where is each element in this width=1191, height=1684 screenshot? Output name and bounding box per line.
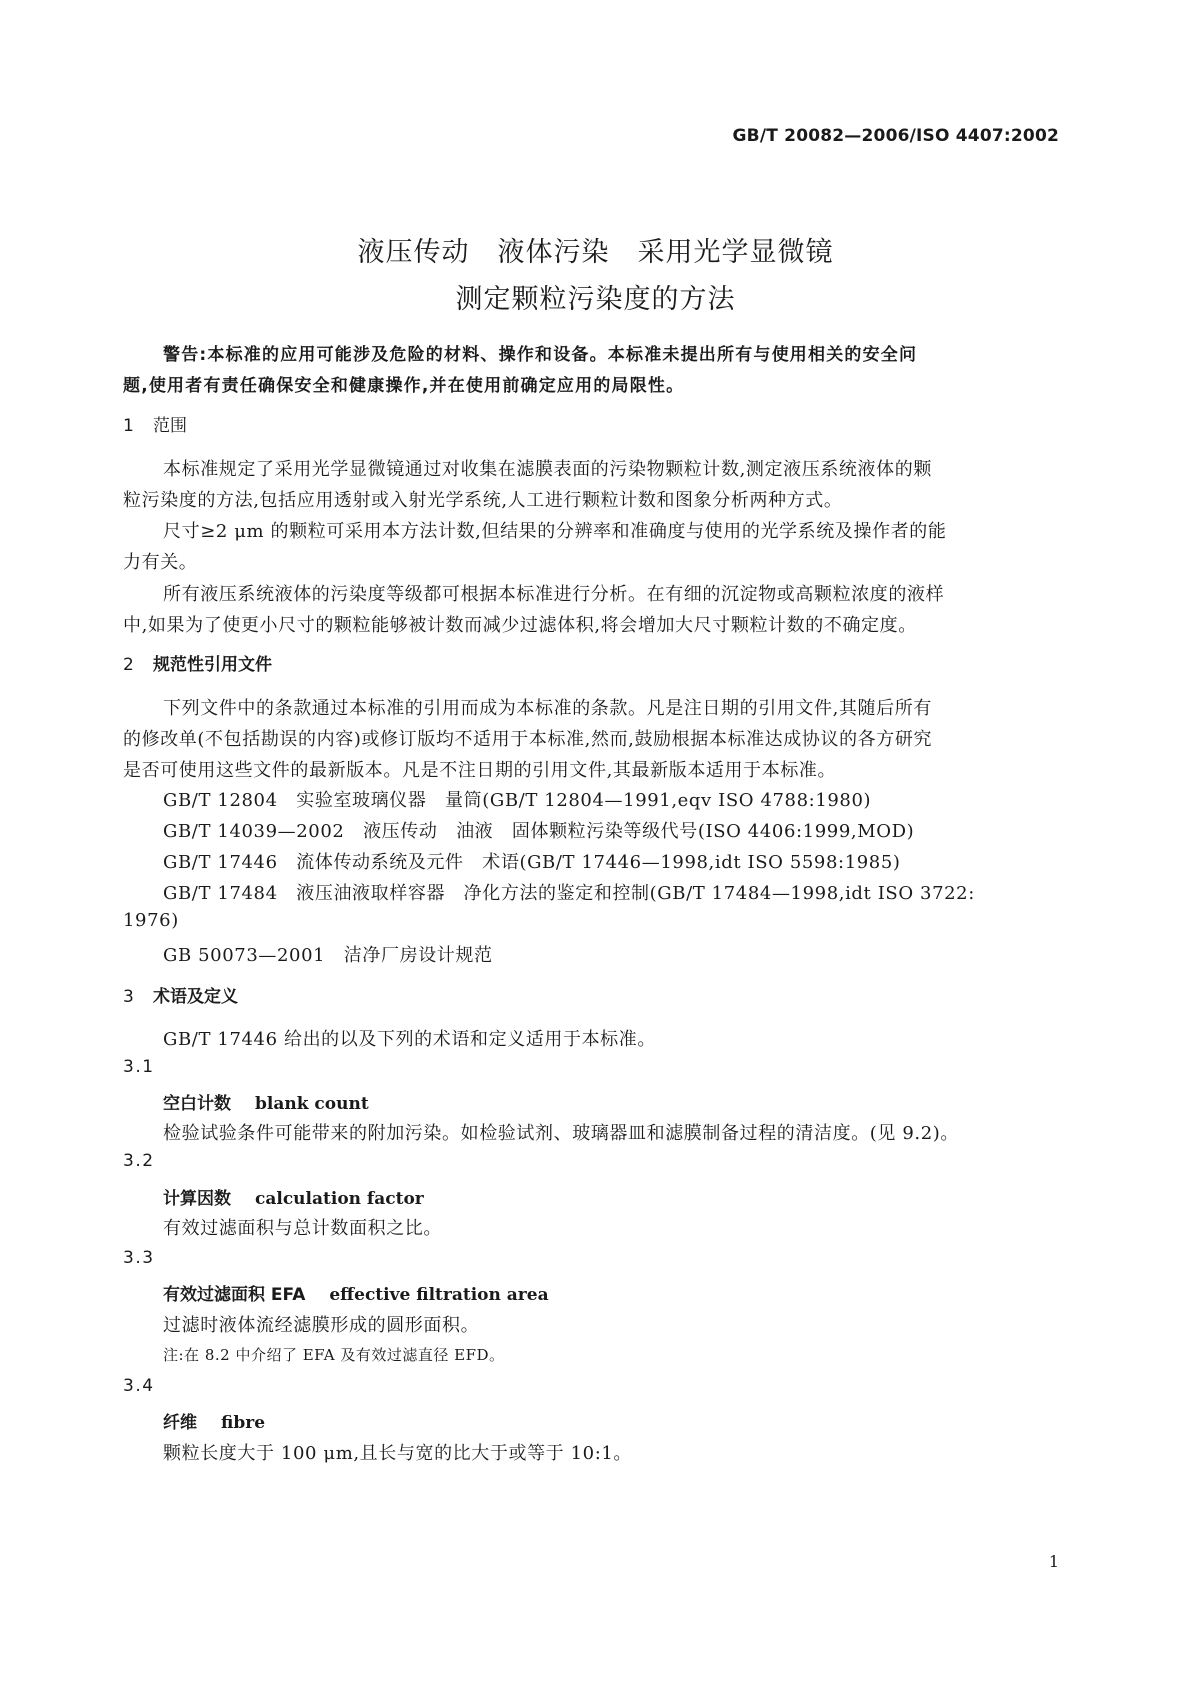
clause-number: 3.2 bbox=[123, 1151, 155, 1171]
section-number: 3 bbox=[123, 987, 134, 1007]
document-title-line-1: 液压传动 液体污染 采用光学显微镜 bbox=[357, 237, 834, 268]
paragraph-line: 下列文件中的条款通过本标准的引用而成为本标准的条款。凡是注日期的引用文件,其随后所有 bbox=[163, 698, 932, 719]
document-title-line-2: 测定颗粒污染度的方法 bbox=[455, 284, 736, 315]
section-number: 1 bbox=[123, 416, 134, 436]
term-definition: 有效过滤面积与总计数面积之比。 bbox=[163, 1218, 442, 1239]
term-zh: 计算因数 bbox=[163, 1189, 231, 1209]
term-definition: 颗粒长度大于 100 μm,且长与宽的比大于或等于 10:1。 bbox=[163, 1443, 633, 1464]
term-definition: 过滤时液体流经滤膜形成的圆形面积。 bbox=[163, 1315, 480, 1336]
term-zh: 纤维 bbox=[163, 1413, 197, 1433]
paragraph-line: 本标准规定了采用光学显微镜通过对收集在滤膜表面的污染物颗粒计数,测定液压系统液体的颗 bbox=[163, 459, 932, 480]
reference-item: GB/T 12804 实验室玻璃仪器 量筒(GB/T 12804—1991,eqv ISO 4788:1980) bbox=[163, 790, 872, 811]
term-en: fibre bbox=[221, 1413, 266, 1433]
section-1-heading bbox=[123, 411, 187, 436]
term-definition: 检验试验条件可能带来的附加污染。如检验试剂、玻璃器皿和滤膜制备过程的清洁度。(见 9.2)。 bbox=[163, 1123, 959, 1144]
clause-number: 3.4 bbox=[123, 1376, 155, 1396]
term-en: calculation factor bbox=[255, 1189, 424, 1209]
term-en: blank count bbox=[255, 1094, 369, 1114]
paragraph-line: 的修改单(不包括勘误的内容)或修订版均不适用于本标准,然而,鼓励根据本标准达成协议的各方研究 bbox=[123, 729, 933, 750]
section-title: 术语及定义 bbox=[153, 987, 238, 1007]
section-title: 规范性引用文件 bbox=[153, 655, 272, 675]
warning-line-2: 题,使用者有责任确保安全和健康操作,并在使用前确定应用的局限性。 bbox=[123, 376, 685, 396]
term-heading bbox=[163, 1089, 369, 1114]
page-number: 1 bbox=[1048, 1552, 1059, 1571]
reference-item: GB/T 17446 流体传动系统及元件 术语(GB/T 17446—1998,idt ISO 5598:1985) bbox=[163, 852, 901, 873]
section-2-heading bbox=[123, 650, 272, 675]
paragraph-line: GB/T 17446 给出的以及下列的术语和定义适用于本标准。 bbox=[163, 1029, 656, 1050]
paragraph-line: 尺寸≥2 μm 的颗粒可采用本方法计数,但结果的分辨率和准确度与使用的光学系统及操作者的能 bbox=[163, 521, 947, 542]
term-note: 注:在 8.2 中介绍了 EFA 及有效过滤直径 EFD。 bbox=[163, 1346, 505, 1364]
paragraph-line: 中,如果为了使更小尺寸的颗粒能够被计数而减少过滤体积,将会增加大尺寸颗粒计数的不确定度。 bbox=[123, 615, 917, 636]
clause-number: 3.3 bbox=[123, 1248, 155, 1268]
term-en: effective filtration area bbox=[329, 1285, 549, 1305]
clause-number: 3.1 bbox=[123, 1057, 155, 1077]
paragraph-line: 所有液压系统液体的污染度等级都可根据本标准进行分析。在有细的沉淀物或高颗粒浓度的液样 bbox=[163, 584, 945, 605]
section-title: 范围 bbox=[153, 416, 187, 436]
standard-code: GB/T 20082—2006/ISO 4407:2002 bbox=[732, 126, 1059, 146]
paragraph-line: 是否可使用这些文件的最新版本。凡是不注日期的引用文件,其最新版本适用于本标准。 bbox=[123, 760, 837, 781]
term-zh: 有效过滤面积 EFA bbox=[163, 1285, 306, 1305]
paragraph-line: 粒污染度的方法,包括应用透射或入射光学系统,人工进行颗粒计数和图象分析两种方式。 bbox=[123, 490, 843, 511]
section-number: 2 bbox=[123, 655, 134, 675]
term-heading bbox=[163, 1280, 549, 1305]
reference-item: GB/T 14039—2002 液压传动 油液 固体颗粒污染等级代号(ISO 4406:1999,MOD) bbox=[163, 821, 915, 842]
term-heading bbox=[163, 1408, 265, 1433]
paragraph-line: 力有关。 bbox=[123, 552, 198, 573]
term-heading bbox=[163, 1184, 424, 1209]
term-zh: 空白计数 bbox=[163, 1094, 231, 1114]
warning-line-1: 警告:本标准的应用可能涉及危险的材料、操作和设备。本标准未提出所有与使用相关的安全问 bbox=[163, 345, 918, 365]
section-3-heading bbox=[123, 982, 238, 1007]
reference-item-continuation: 1976) bbox=[123, 910, 179, 931]
reference-item: GB 50073—2001 洁净厂房设计规范 bbox=[163, 945, 493, 966]
reference-item: GB/T 17484 液压油液取样容器 净化方法的鉴定和控制(GB/T 17484—1998,idt ISO 3722: bbox=[163, 883, 975, 904]
